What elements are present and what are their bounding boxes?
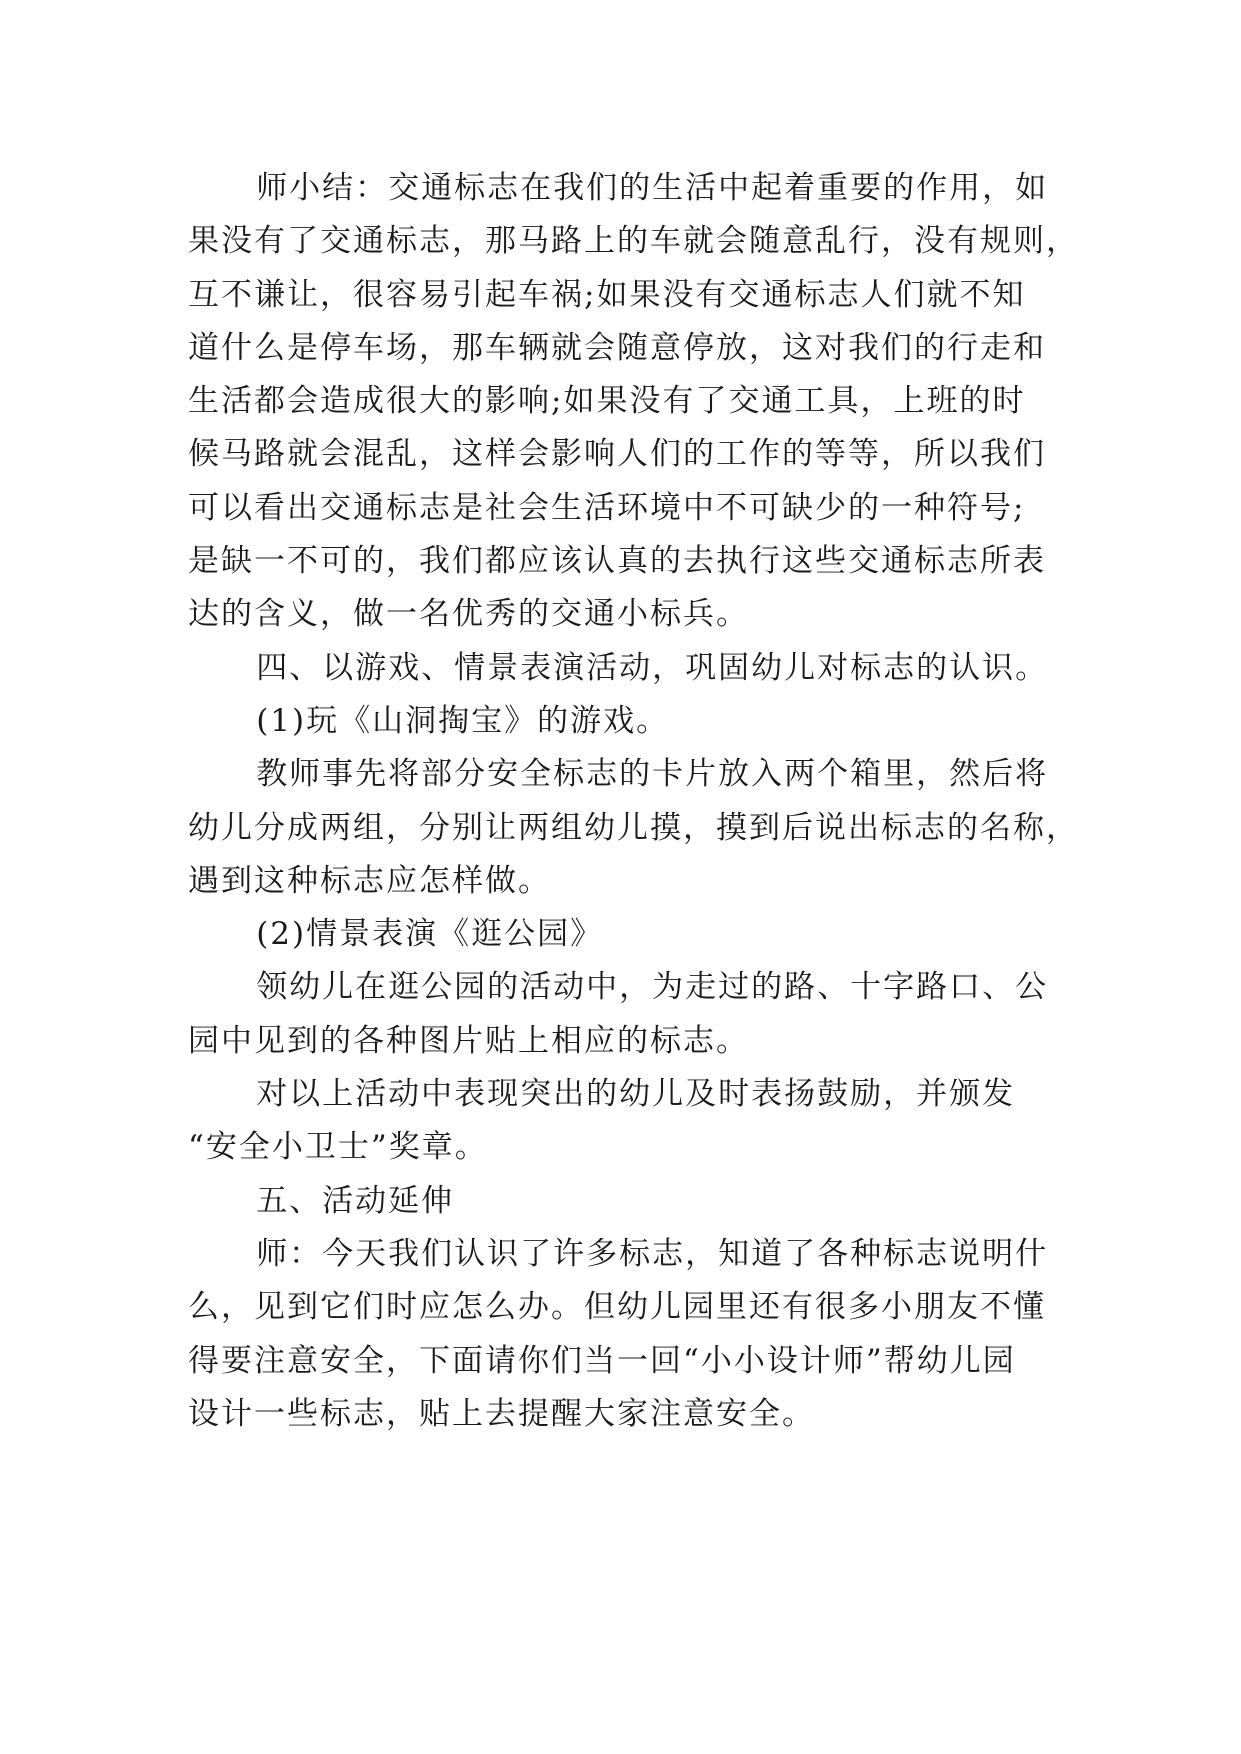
- paragraph: [188, 1228, 1068, 1441]
- text-line: 领幼儿在逛公园的活动中，为走过的路、十字路口、公: [256, 969, 1049, 1006]
- paragraph: [188, 748, 1079, 908]
- text-line: 园中见到的各种图片贴上相应的标志。: [188, 1022, 749, 1059]
- paragraph: [188, 642, 1068, 695]
- text-line: 达的含义，做一名优秀的交通小标兵。: [188, 596, 749, 633]
- text-line: 教师事先将部分安全标志的卡片放入两个箱里，然后将: [256, 756, 1049, 793]
- text-line: 道什么是停车场，那车辆就会随意停放，这对我们的行走和: [188, 329, 1046, 366]
- text-line: 互不谦让，很容易引起车祸;如果没有交通标志人们就不知: [188, 276, 1026, 313]
- text-line: (1)玩《山洞掏宝》的游戏。: [256, 702, 670, 739]
- text-line: “安全小卫士”奖章。: [188, 1129, 488, 1166]
- text-line: 得要注意安全，下面请你们当一回“小小设计师”帮幼儿园: [188, 1342, 1016, 1379]
- text-line: 幼儿分成两组，分别让两组幼儿摸，摸到后说出标志的名称，: [188, 809, 1079, 846]
- text-line: 生活都会造成很大的影响;如果没有了交通工具，上班的时: [188, 383, 1026, 420]
- text-line: 设计一些标志，贴上去提醒大家注意安全。: [188, 1395, 815, 1432]
- paragraph: [188, 1175, 1068, 1228]
- text-line: 是缺一不可的，我们都应该认真的去执行这些交通标志所表: [188, 543, 1046, 580]
- paragraph: [188, 162, 1079, 642]
- text-line: 对以上活动中表现突出的幼儿及时表扬鼓励，并颁发: [256, 1076, 1016, 1113]
- text-line: 师：今天我们认识了许多标志，知道了各种标志说明什: [256, 1235, 1049, 1272]
- text-line: 师小结：交通标志在我们的生活中起着重要的作用，如: [256, 170, 1049, 206]
- paragraph: [188, 908, 1068, 961]
- text-line: 可以看出交通标志是社会生活环境中不可缺少的一种符号;: [188, 489, 1026, 526]
- paragraph: [188, 695, 1068, 748]
- paragraph: [188, 961, 1068, 1068]
- text-line: (2)情景表演《逛公园》: [256, 916, 604, 953]
- paragraph: [188, 1068, 1068, 1175]
- text-line: 五、活动延伸: [256, 1182, 455, 1219]
- text-line: 么，见到它们时应怎么办。但幼儿园里还有很多小朋友不懂: [188, 1289, 1046, 1326]
- text-line: 四、以游戏、情景表演活动，巩固幼儿对标志的认识。: [256, 649, 1049, 686]
- text-line: 遇到这种标志应怎样做。: [188, 862, 551, 899]
- text-line: 候马路就会混乱，这样会影响人们的工作的等等，所以我们: [188, 436, 1046, 473]
- text-line: 果没有了交通标志，那马路上的车就会随意乱行，没有规则，: [188, 223, 1079, 260]
- document-body: [188, 162, 1079, 1441]
